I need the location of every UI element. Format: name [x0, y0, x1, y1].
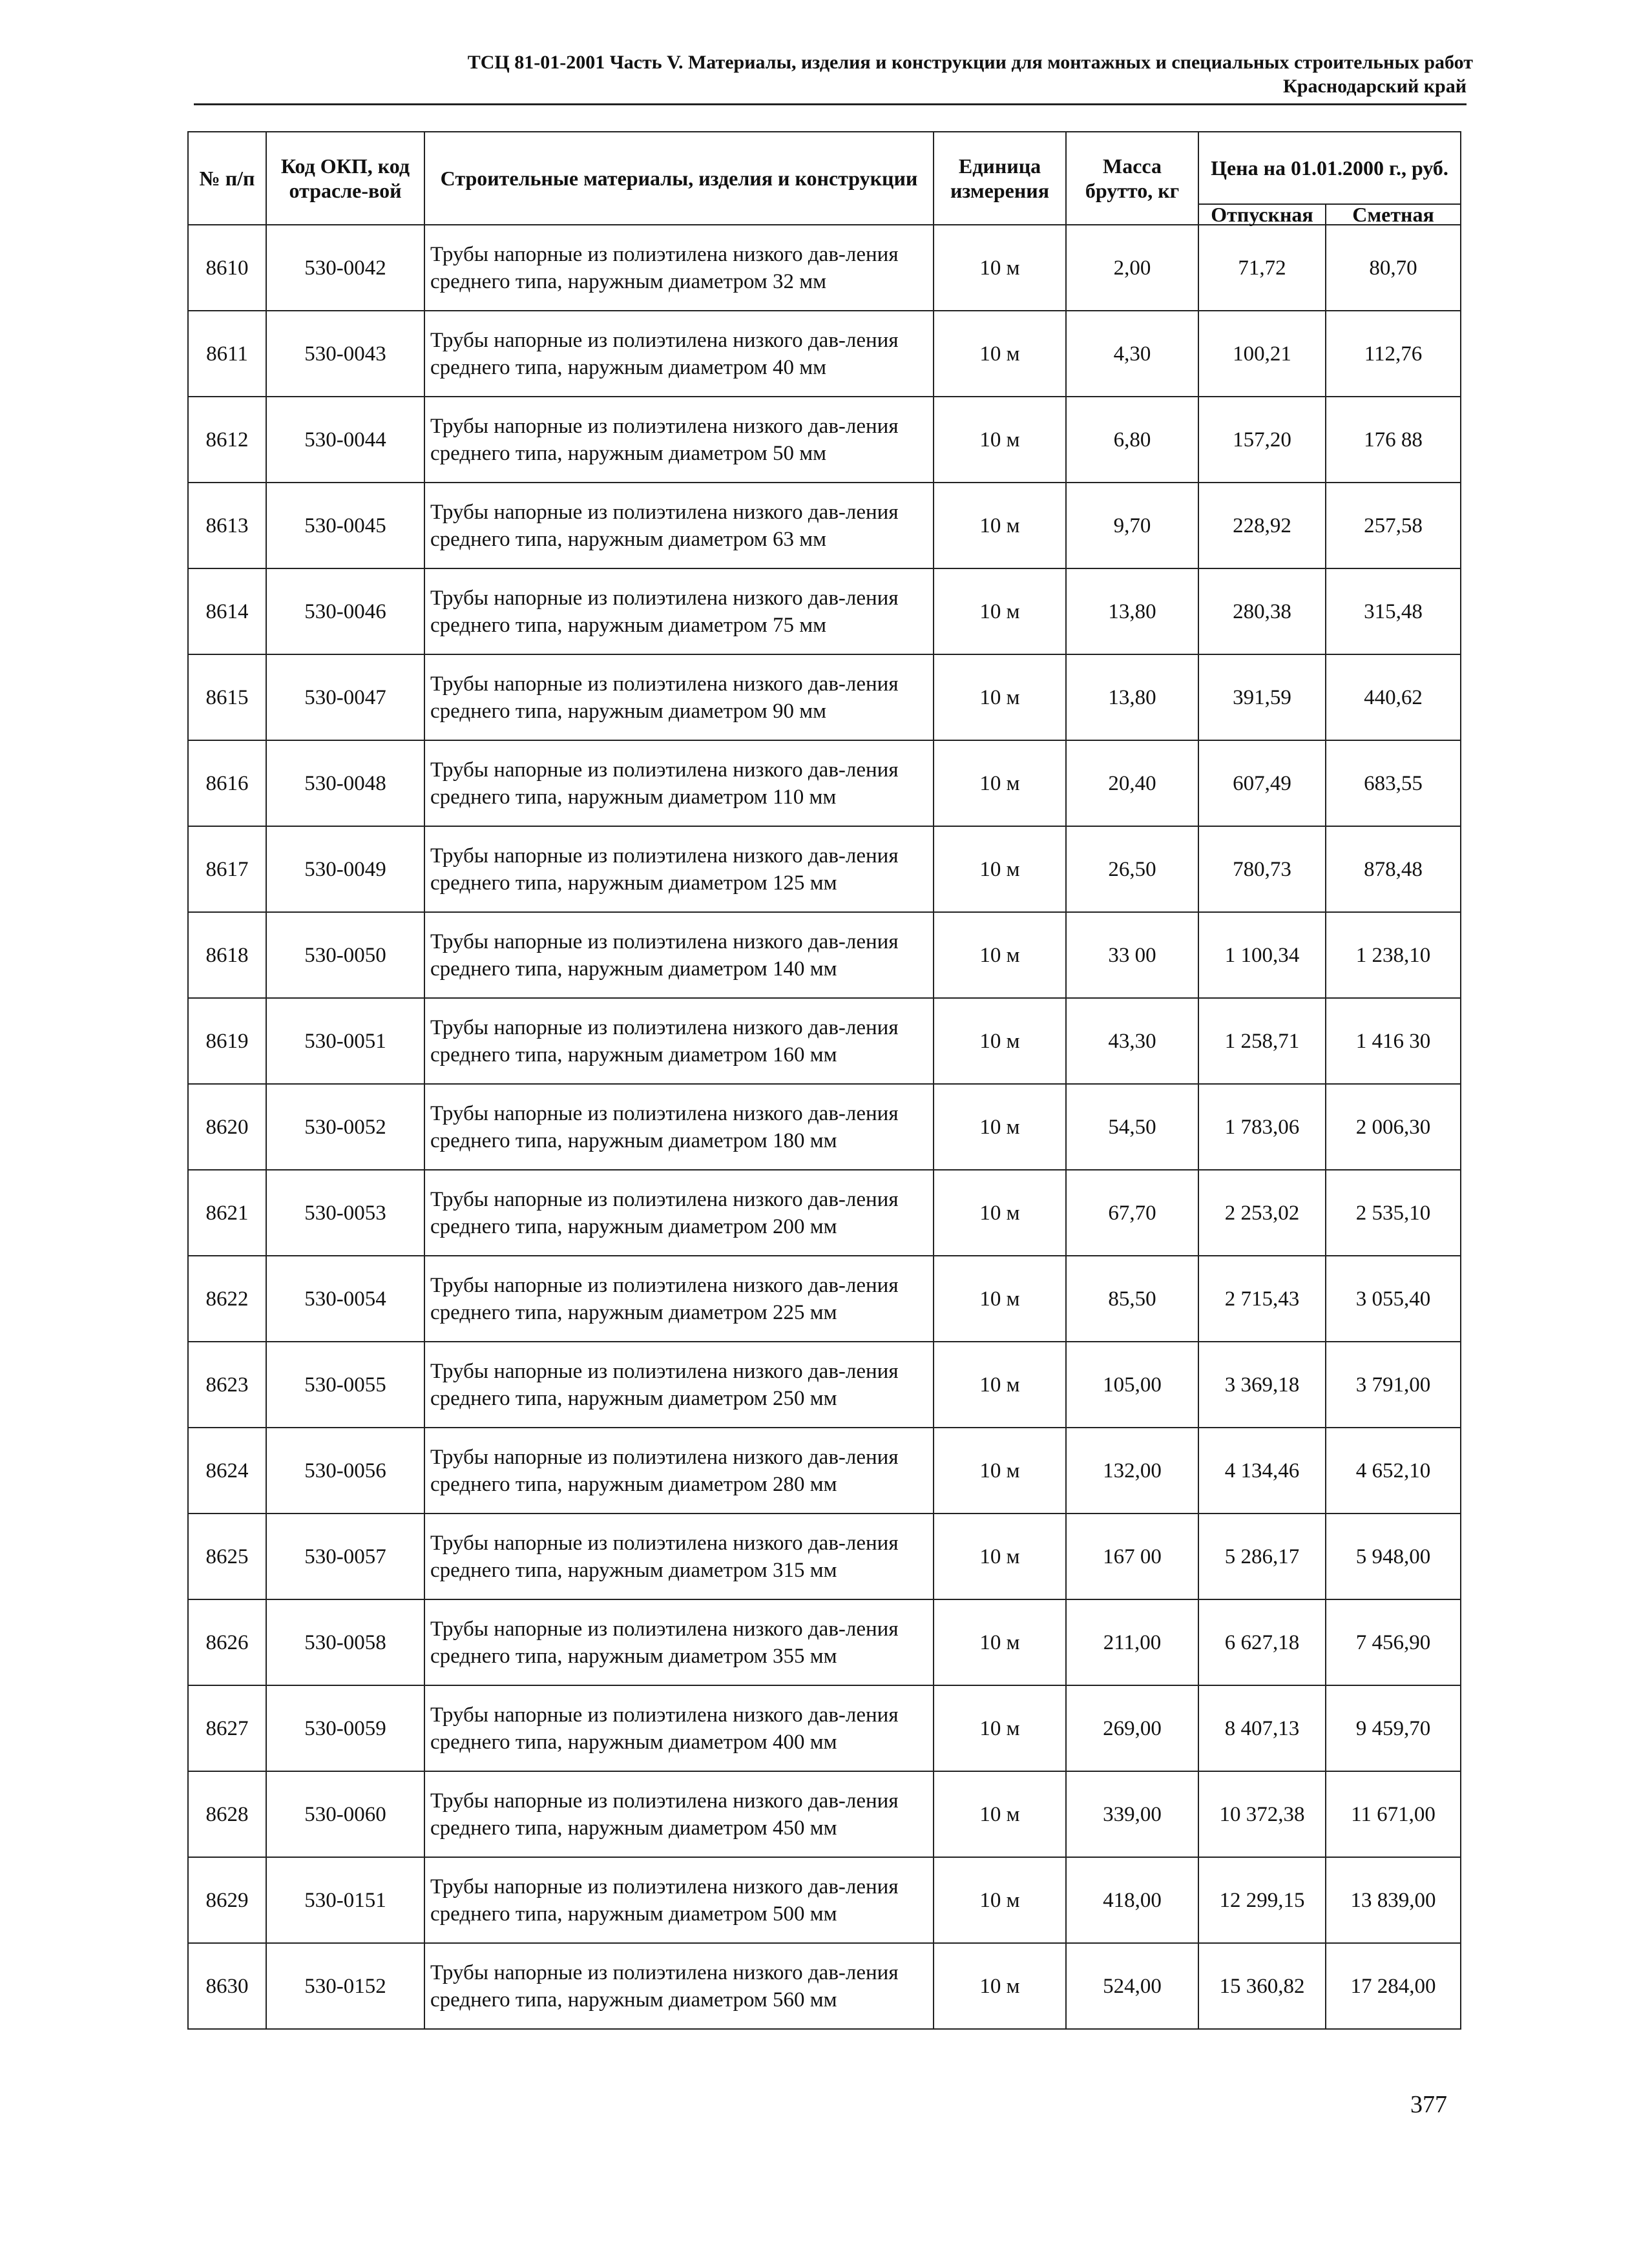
okp-code: 530-0043	[266, 311, 424, 397]
estimate-price: 5 948,00	[1326, 1514, 1461, 1599]
gross-mass: 43,30	[1066, 998, 1198, 1084]
material-description: Трубы напорные из полиэтилена низкого дав-ления среднего типа, наружным диаметром 560 мм	[424, 1943, 934, 2029]
estimate-price: 80,70	[1326, 225, 1461, 311]
table-row	[188, 311, 1461, 397]
table-row	[188, 1342, 1461, 1428]
unit: 10 м	[934, 654, 1066, 740]
region-name: Краснодарский край	[1283, 76, 1467, 97]
page-number: 377	[1410, 2091, 1447, 2118]
wholesale-price: 607,49	[1198, 740, 1326, 826]
okp-code: 530-0152	[266, 1943, 424, 2029]
wholesale-price: 1 258,71	[1198, 998, 1326, 1084]
col-header-okp: Код ОКП, код отрасле-вой	[266, 132, 424, 225]
material-description: Трубы напорные из полиэтилена низкого дав-ления среднего типа, наружным диаметром 140 мм	[424, 912, 934, 998]
material-description: Трубы напорные из полиэтилена низкого дав-ления среднего типа, наружным диаметром 110 мм	[424, 740, 934, 826]
material-description: Трубы напорные из полиэтилена низкого дав-ления среднего типа, наружным диаметром 160 мм	[424, 998, 934, 1084]
unit: 10 м	[934, 225, 1066, 311]
estimate-price: 3 791,00	[1326, 1342, 1461, 1428]
wholesale-price: 4 134,46	[1198, 1428, 1326, 1514]
unit: 10 м	[934, 1256, 1066, 1342]
col-header-num: № п/п	[188, 132, 266, 225]
okp-code: 530-0056	[266, 1428, 424, 1514]
okp-code: 530-0048	[266, 740, 424, 826]
unit: 10 м	[934, 1514, 1066, 1599]
row-number: 8628	[188, 1771, 266, 1857]
wholesale-price: 10 372,38	[1198, 1771, 1326, 1857]
table-row	[188, 1170, 1461, 1256]
table-row	[188, 1857, 1461, 1943]
col-header-price: Цена на 01.01.2000 г., руб.	[1198, 132, 1461, 204]
material-description: Трубы напорные из полиэтилена низкого дав-ления среднего типа, наружным диаметром 75 мм	[424, 568, 934, 654]
wholesale-price: 2 715,43	[1198, 1256, 1326, 1342]
row-number: 8627	[188, 1685, 266, 1771]
unit: 10 м	[934, 1943, 1066, 2029]
row-number: 8610	[188, 225, 266, 311]
table-row	[188, 225, 1461, 311]
estimate-price: 17 284,00	[1326, 1943, 1461, 2029]
estimate-price: 112,76	[1326, 311, 1461, 397]
row-number: 8618	[188, 912, 266, 998]
estimate-price: 11 671,00	[1326, 1771, 1461, 1857]
material-description: Трубы напорные из полиэтилена низкого дав-ления среднего типа, наружным диаметром 500 мм	[424, 1857, 934, 1943]
row-number: 8616	[188, 740, 266, 826]
table-row	[188, 826, 1461, 912]
gross-mass: 9,70	[1066, 483, 1198, 568]
wholesale-price: 280,38	[1198, 568, 1326, 654]
table-row	[188, 1771, 1461, 1857]
table-row	[188, 397, 1461, 483]
gross-mass: 2,00	[1066, 225, 1198, 311]
material-description: Трубы напорные из полиэтилена низкого дав-ления среднего типа, наружным диаметром 250 мм	[424, 1342, 934, 1428]
col-header-mass: Масса брутто, кг	[1066, 132, 1198, 225]
estimate-price: 9 459,70	[1326, 1685, 1461, 1771]
table-row	[188, 568, 1461, 654]
okp-code: 530-0045	[266, 483, 424, 568]
table-row	[188, 1514, 1461, 1599]
material-description: Трубы напорные из полиэтилена низкого дав-ления среднего типа, наружным диаметром 40 мм	[424, 311, 934, 397]
material-description: Трубы напорные из полиэтилена низкого дав-ления среднего типа, наружным диаметром 90 мм	[424, 654, 934, 740]
price-table	[187, 131, 1461, 2030]
okp-code: 530-0053	[266, 1170, 424, 1256]
material-description: Трубы напорные из полиэтилена низкого дав-ления среднего типа, наружным диаметром 32 мм	[424, 225, 934, 311]
unit: 10 м	[934, 1342, 1066, 1428]
unit: 10 м	[934, 1771, 1066, 1857]
wholesale-price: 5 286,17	[1198, 1514, 1326, 1599]
okp-code: 530-0059	[266, 1685, 424, 1771]
unit: 10 м	[934, 1084, 1066, 1170]
table-header	[188, 132, 1461, 225]
wholesale-price: 12 299,15	[1198, 1857, 1326, 1943]
gross-mass: 33 00	[1066, 912, 1198, 998]
material-description: Трубы напорные из полиэтилена низкого дав-ления среднего типа, наружным диаметром 180 мм	[424, 1084, 934, 1170]
gross-mass: 524,00	[1066, 1943, 1198, 2029]
okp-code: 530-0047	[266, 654, 424, 740]
gross-mass: 6,80	[1066, 397, 1198, 483]
wholesale-price: 1 783,06	[1198, 1084, 1326, 1170]
wholesale-price: 780,73	[1198, 826, 1326, 912]
gross-mass: 4,30	[1066, 311, 1198, 397]
wholesale-price: 3 369,18	[1198, 1342, 1326, 1428]
wholesale-price: 15 360,82	[1198, 1943, 1326, 2029]
unit: 10 м	[934, 311, 1066, 397]
estimate-price: 257,58	[1326, 483, 1461, 568]
wholesale-price: 391,59	[1198, 654, 1326, 740]
estimate-price: 1 238,10	[1326, 912, 1461, 998]
material-description: Трубы напорные из полиэтилена низкого дав-ления среднего типа, наружным диаметром 280 мм	[424, 1428, 934, 1514]
table-row	[188, 1256, 1461, 1342]
gross-mass: 105,00	[1066, 1342, 1198, 1428]
col-header-wholesale: Отпускная	[1198, 204, 1326, 225]
material-description: Трубы напорные из полиэтилена низкого дав-ления среднего типа, наружным диаметром 450 мм	[424, 1771, 934, 1857]
unit: 10 м	[934, 826, 1066, 912]
gross-mass: 13,80	[1066, 568, 1198, 654]
wholesale-price: 157,20	[1198, 397, 1326, 483]
gross-mass: 132,00	[1066, 1428, 1198, 1514]
row-number: 8621	[188, 1170, 266, 1256]
gross-mass: 67,70	[1066, 1170, 1198, 1256]
row-number: 8612	[188, 397, 266, 483]
estimate-price: 176 88	[1326, 397, 1461, 483]
row-number: 8620	[188, 1084, 266, 1170]
material-description: Трубы напорные из полиэтилена низкого дав-ления среднего типа, наружным диаметром 225 мм	[424, 1256, 934, 1342]
okp-code: 530-0052	[266, 1084, 424, 1170]
row-number: 8624	[188, 1428, 266, 1514]
material-description: Трубы напорные из полиэтилена низкого дав-ления среднего типа, наружным диаметром 355 мм	[424, 1599, 934, 1685]
okp-code: 530-0046	[266, 568, 424, 654]
wholesale-price: 71,72	[1198, 225, 1326, 311]
unit: 10 м	[934, 998, 1066, 1084]
unit: 10 м	[934, 1428, 1066, 1514]
row-number: 8623	[188, 1342, 266, 1428]
gross-mass: 269,00	[1066, 1685, 1198, 1771]
estimate-price: 2 006,30	[1326, 1084, 1461, 1170]
okp-code: 530-0058	[266, 1599, 424, 1685]
document-title: ТСЦ 81-01-2001 Часть V. Материалы, изделия и конструкции для монтажных и специальных строительных работ	[467, 52, 1473, 73]
gross-mass: 167 00	[1066, 1514, 1198, 1599]
table-row	[188, 1084, 1461, 1170]
row-number: 8615	[188, 654, 266, 740]
col-header-name: Строительные материалы, изделия и конструкции	[424, 132, 934, 225]
unit: 10 м	[934, 1170, 1066, 1256]
col-header-estimate: Сметная	[1326, 204, 1461, 225]
table-row	[188, 912, 1461, 998]
table-row	[188, 998, 1461, 1084]
row-number: 8613	[188, 483, 266, 568]
row-number: 8611	[188, 311, 266, 397]
estimate-price: 2 535,10	[1326, 1170, 1461, 1256]
table-row	[188, 1428, 1461, 1514]
unit: 10 м	[934, 397, 1066, 483]
okp-code: 530-0055	[266, 1342, 424, 1428]
gross-mass: 339,00	[1066, 1771, 1198, 1857]
row-number: 8629	[188, 1857, 266, 1943]
material-description: Трубы напорные из полиэтилена низкого дав-ления среднего типа, наружным диаметром 200 мм	[424, 1170, 934, 1256]
gross-mass: 20,40	[1066, 740, 1198, 826]
okp-code: 530-0054	[266, 1256, 424, 1342]
gross-mass: 13,80	[1066, 654, 1198, 740]
row-number: 8622	[188, 1256, 266, 1342]
okp-code: 530-0044	[266, 397, 424, 483]
row-number: 8614	[188, 568, 266, 654]
material-description: Трубы напорные из полиэтилена низкого дав-ления среднего типа, наружным диаметром 63 мм	[424, 483, 934, 568]
material-description: Трубы напорные из полиэтилена низкого дав-ления среднего типа, наружным диаметром 315 мм	[424, 1514, 934, 1599]
table-row	[188, 1943, 1461, 2029]
row-number: 8630	[188, 1943, 266, 2029]
estimate-price: 440,62	[1326, 654, 1461, 740]
estimate-price: 878,48	[1326, 826, 1461, 912]
unit: 10 м	[934, 1599, 1066, 1685]
unit: 10 м	[934, 740, 1066, 826]
estimate-price: 3 055,40	[1326, 1256, 1461, 1342]
gross-mass: 54,50	[1066, 1084, 1198, 1170]
col-header-unit: Единица измерения	[934, 132, 1066, 225]
table-row	[188, 1599, 1461, 1685]
estimate-price: 1 416 30	[1326, 998, 1461, 1084]
table-row	[188, 483, 1461, 568]
material-description: Трубы напорные из полиэтилена низкого дав-ления среднего типа, наружным диаметром 400 мм	[424, 1685, 934, 1771]
material-description: Трубы напорные из полиэтилена низкого дав-ления среднего типа, наружным диаметром 50 мм	[424, 397, 934, 483]
unit: 10 м	[934, 568, 1066, 654]
estimate-price: 683,55	[1326, 740, 1461, 826]
page-header	[187, 50, 1473, 98]
okp-code: 530-0051	[266, 998, 424, 1084]
wholesale-price: 8 407,13	[1198, 1685, 1326, 1771]
gross-mass: 26,50	[1066, 826, 1198, 912]
estimate-price: 7 456,90	[1326, 1599, 1461, 1685]
gross-mass: 418,00	[1066, 1857, 1198, 1943]
table-row	[188, 654, 1461, 740]
unit: 10 м	[934, 1685, 1066, 1771]
row-number: 8626	[188, 1599, 266, 1685]
row-number: 8619	[188, 998, 266, 1084]
okp-code: 530-0050	[266, 912, 424, 998]
wholesale-price: 228,92	[1198, 483, 1326, 568]
estimate-price: 13 839,00	[1326, 1857, 1461, 1943]
table-row	[188, 1685, 1461, 1771]
estimate-price: 315,48	[1326, 568, 1461, 654]
row-number: 8617	[188, 826, 266, 912]
wholesale-price: 1 100,34	[1198, 912, 1326, 998]
gross-mass: 211,00	[1066, 1599, 1198, 1685]
wholesale-price: 6 627,18	[1198, 1599, 1326, 1685]
unit: 10 м	[934, 1857, 1066, 1943]
okp-code: 530-0049	[266, 826, 424, 912]
estimate-price: 4 652,10	[1326, 1428, 1461, 1514]
table-body	[188, 225, 1461, 2029]
okp-code: 530-0060	[266, 1771, 424, 1857]
wholesale-price: 2 253,02	[1198, 1170, 1326, 1256]
unit: 10 м	[934, 483, 1066, 568]
material-description: Трубы напорные из полиэтилена низкого дав-ления среднего типа, наружным диаметром 125 мм	[424, 826, 934, 912]
table-row	[188, 740, 1461, 826]
header-divider	[194, 103, 1467, 105]
okp-code: 530-0057	[266, 1514, 424, 1599]
row-number: 8625	[188, 1514, 266, 1599]
unit: 10 м	[934, 912, 1066, 998]
okp-code: 530-0151	[266, 1857, 424, 1943]
wholesale-price: 100,21	[1198, 311, 1326, 397]
gross-mass: 85,50	[1066, 1256, 1198, 1342]
okp-code: 530-0042	[266, 225, 424, 311]
